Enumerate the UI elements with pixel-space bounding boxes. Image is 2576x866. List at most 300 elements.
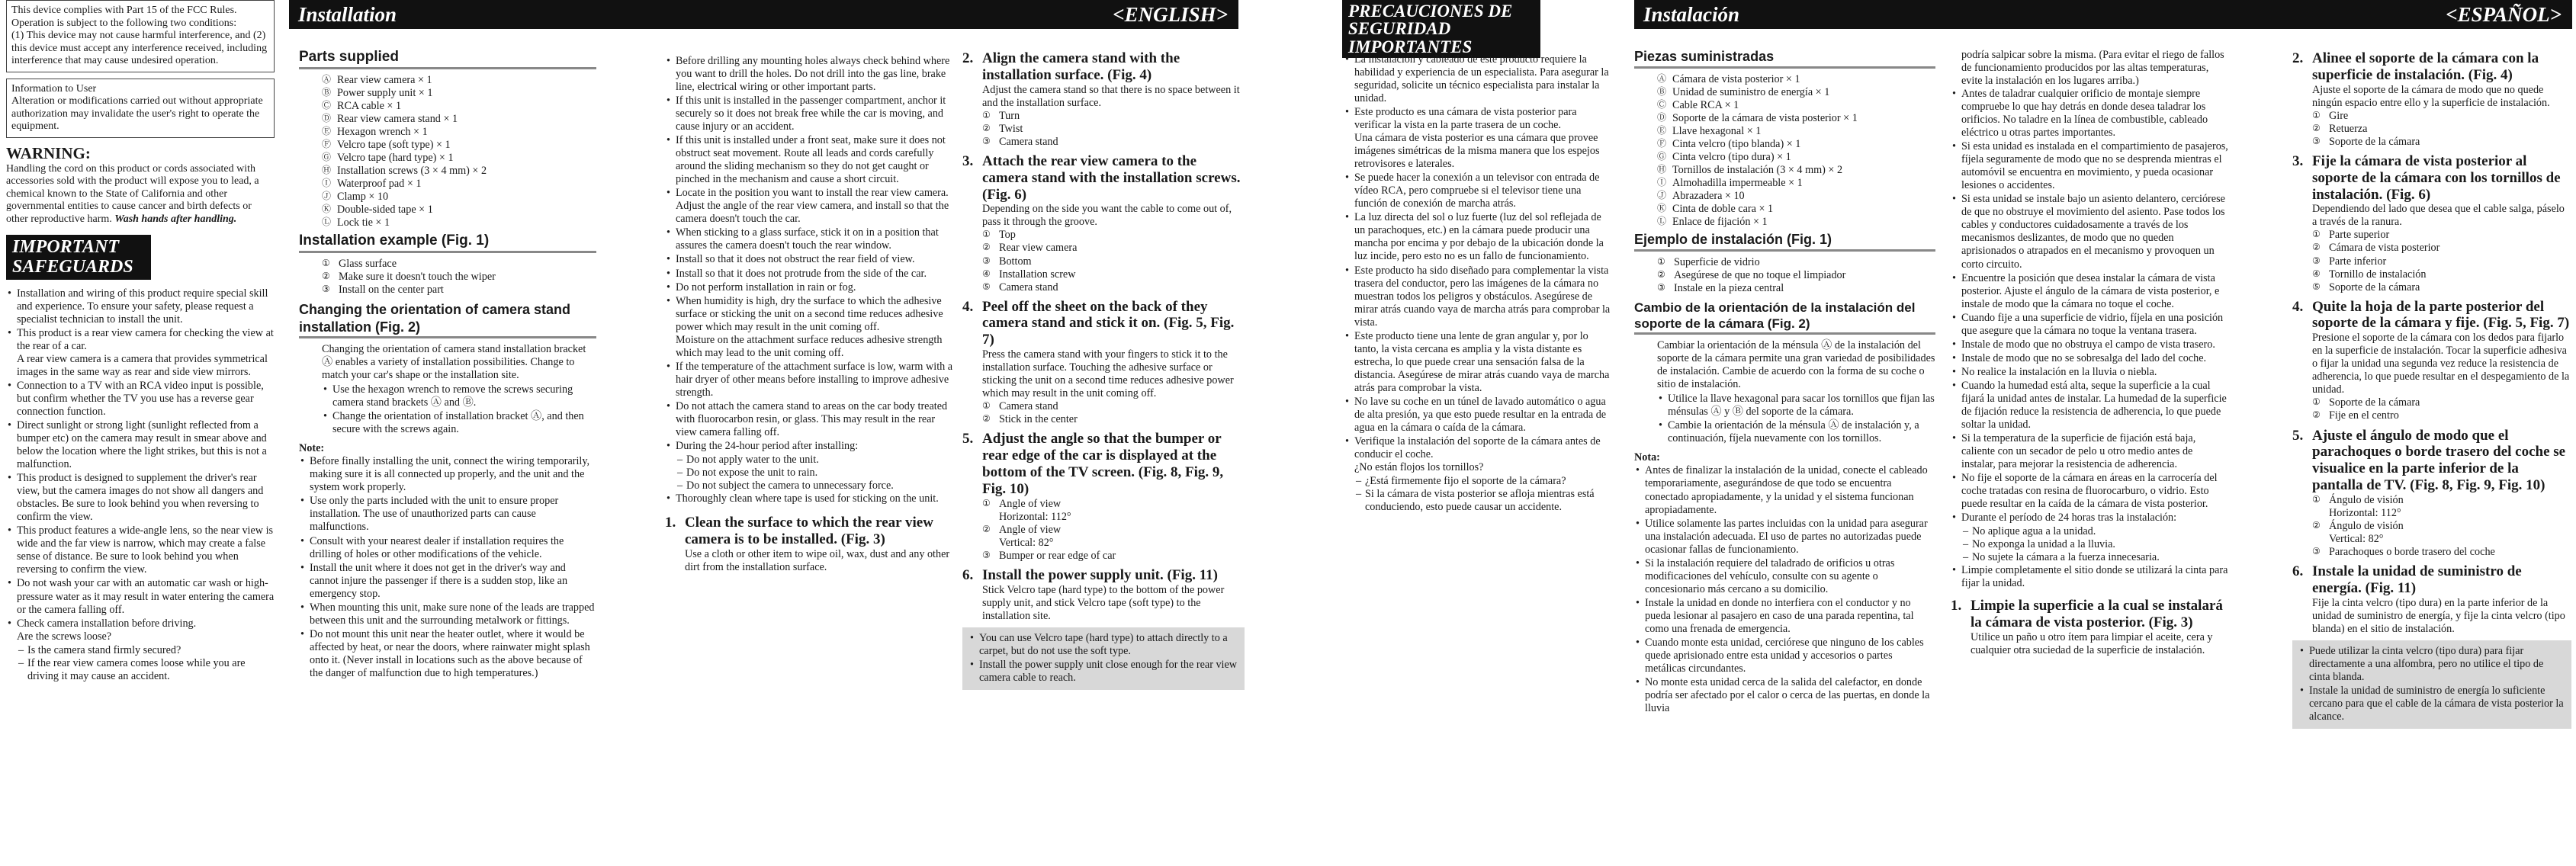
list-item: • If this unit is installed in the passenger compartment, anchor it securely so it does not break free while the car is moving, and cause injury or an accident. <box>665 95 953 133</box>
install-step <box>2292 563 2571 636</box>
part-letter: Ⓖ <box>1657 150 1667 162</box>
item-number: ① <box>2312 229 2321 240</box>
step-number: 6. <box>2292 563 2304 580</box>
item-number: ③ <box>982 549 991 560</box>
orient-text-en: Changing the orientation of camera stand installation bracket Ⓐ enables a variety of installation possibilities. Change to match your car's shape or the installation site. <box>322 343 586 382</box>
part-item <box>1657 164 1935 177</box>
numbered-item <box>1657 282 1935 295</box>
item-number: ① <box>2312 493 2321 505</box>
list-item: • No fije el soporte de la cámara en áreas en la carrocería del coche tratadas con resina de fluorocarburo, o vidrio. Esto puede resultar en la caída de la cámara de vista posterior. <box>1951 472 2229 511</box>
step-items <box>982 498 1245 563</box>
col-en-safeguards <box>6 0 275 866</box>
item-label: Install on the center part <box>339 284 444 297</box>
list-item: – Do not apply water to the unit. <box>676 454 953 467</box>
item-number: ③ <box>2312 546 2321 556</box>
part-letter: Ⓛ <box>322 216 332 228</box>
step-items <box>982 400 1245 426</box>
part-label: Double-sided tape × 1 <box>337 204 433 216</box>
part-item <box>322 74 596 87</box>
step-title <box>2292 428 2571 494</box>
step-number: 4. <box>962 298 974 315</box>
step-body <box>962 498 1245 563</box>
step-body <box>2292 332 2571 422</box>
numbered-item <box>982 550 1245 563</box>
part-label: Power supply unit × 1 <box>337 86 433 99</box>
item-number: ③ <box>2312 135 2321 146</box>
item-number: ⑤ <box>982 281 991 292</box>
list-item: • Utilice la llave hexagonal para sacar los tornillos que fijan las ménsulas Ⓐ y Ⓑ del soporte de la cámara. <box>1657 393 1935 419</box>
item-number: ② <box>2312 519 2321 531</box>
step-body <box>962 584 1245 623</box>
orient-items-en <box>322 383 596 436</box>
part-label: Waterproof pad × 1 <box>337 178 422 191</box>
numbered-item <box>322 284 596 297</box>
part-letter: Ⓗ <box>322 165 332 176</box>
part-letter: Ⓙ <box>322 191 332 202</box>
part-item <box>1657 112 1935 125</box>
safeguards-sub <box>6 644 275 683</box>
install-step <box>962 153 1245 294</box>
item-label: Soporte de la cámara <box>2329 135 2420 148</box>
part-label: Rear view camera × 1 <box>337 73 432 86</box>
list-item: • No lave su coche en un túnel de lavado automático o agua de alta presión, ya que esto puede resultar en la entrada de agua en la cámara o caída de la cámara. <box>1344 396 1614 435</box>
list-item: • Instale de modo que no obstruya el campo de vista trasero. <box>1951 338 2229 351</box>
during-es <box>1951 525 2229 564</box>
list-item: – If the rear view camera comes loose while you are driving it may cause an accident. <box>17 657 275 683</box>
numbered-item <box>2312 520 2571 546</box>
example-list-es <box>1634 256 1935 295</box>
warning-emph: Wash hands after handling. <box>114 213 237 225</box>
part-item <box>322 165 596 178</box>
step-body-text: Press the camera stand with your fingers to stick it to the installation surface. Touching the adhesive surface or sticking the unit on a second time reduces adhesive power which may result in the unit coming off. <box>982 348 1234 400</box>
list-item: • Si la temperatura de la superficie de fijación está baja, caliente con un secador de pelo u otro medio antes de instalar, para mejorar la resistencia de adherencia. <box>1951 432 2229 471</box>
step-number: 5. <box>962 431 974 447</box>
item-number: ① <box>1657 255 1665 267</box>
list-item: • Cambie la orientación de la ménsula Ⓐ de instalación y, a continuación, fíjela nuevamente con los tornillos. <box>1657 419 1935 445</box>
part-label: RCA cable × 1 <box>337 99 402 112</box>
numbered-item <box>982 242 1245 255</box>
item-label: Parte inferior <box>2329 255 2387 268</box>
step-title-text: Limpie la superficie a la cual se instalará la cámara de vista posterior. (Fig. 3) <box>1971 598 2223 631</box>
list-item: • You can use Velcro tape (hard type) to attach directly to a carpet, but do not use the soft type. <box>968 632 1238 658</box>
orient-body-en <box>299 343 596 436</box>
step-title-text: Instale la unidad de suministro de energía. (Fig. 11) <box>2312 563 2522 596</box>
example-title-en: Installation example (Fig. 1) <box>299 233 596 253</box>
part-letter: Ⓖ <box>322 151 332 162</box>
part-label: Cable RCA × 1 <box>1672 98 1739 111</box>
part-letter: Ⓓ <box>322 112 332 123</box>
step-body-text: Adjust the camera stand so that there is no space between it and the installation surface. <box>982 83 1240 109</box>
step-number: 3. <box>962 152 974 169</box>
list-item: • This product is designed to supplement the driver's rear view, but the camera images do not show all dangers and obstacles. Be sure to look behind you when reversing to confirm the view. <box>6 472 275 524</box>
item-label: Asegúrese de que no toque el limpiador <box>1674 268 1846 281</box>
list-item: – Si la cámara de vista posterior se afloja mientras está conduciendo, esto puede causar un accidente. <box>1354 488 1614 514</box>
step-items <box>2312 110 2571 149</box>
numbered-item <box>2312 281 2571 294</box>
part-item <box>1657 190 1935 203</box>
item-label: Bottom <box>999 255 1032 268</box>
precauciones-list <box>1344 53 1614 474</box>
numbered-item <box>322 258 596 271</box>
list-item: • Durante el período de 24 horas tras la instalación: <box>1951 512 2229 524</box>
list-item: • Change the orientation of installation bracket Ⓐ, and then secure with the screws again. <box>322 410 596 436</box>
safeguards-title: IMPORTANT SAFEGUARDS <box>6 235 151 279</box>
notes2-en <box>665 55 953 453</box>
orient-items-es <box>1657 393 1935 445</box>
item-number: ① <box>322 257 330 268</box>
step-body-text: Stick Velcro tape (hard type) to the bottom of the power supply unit, and stick Velcro tape (soft type) to the installation site. <box>982 583 1225 622</box>
numbered-item <box>2312 396 2571 409</box>
list-item: • Si esta unidad es instalada en el compartimiento de pasajeros, fíjela seguramente de modo que no se desprenda mientras el automóvil se encuentra en movimiento, y pueda ocasionar lesiones o accidentes. <box>1951 140 2229 192</box>
part-item <box>322 152 596 165</box>
step-items <box>2312 396 2571 422</box>
part-item <box>322 191 596 204</box>
list-item: – Do not expose the unit to rain. <box>676 467 953 480</box>
list-item: • Cuando monte esta unidad, cerciórese que ninguno de los cables quede aprisionado entre esta unidad y accesorios o partes metálicas circundantes. <box>1634 637 1935 675</box>
item-number: ① <box>982 229 991 240</box>
item-label: Stick in the center <box>999 413 1078 426</box>
list-item: • Utilice solamente las partes incluidas con la unidad para asegurar una instalación adecuada. El uso de partes no autorizadas puede ocasionar fallas de funcionamiento. <box>1634 518 1935 556</box>
item-label: Ángulo de visión Vertical: 82° <box>2329 519 2404 545</box>
part-label: Enlace de fijación × 1 <box>1672 215 1768 228</box>
install-step <box>962 431 1245 563</box>
item-label: Bumper or rear edge of car <box>999 549 1116 562</box>
step-body-text: Dependiendo del lado que desea que el cable salga, páselo a través de la ranura. <box>2312 203 2565 229</box>
item-label: Make sure it doesn't touch the wiper <box>339 271 496 283</box>
install-step <box>962 299 1245 427</box>
step-body-text: Ajuste el soporte de la cámara de modo que no quede ningún espacio entre ello y la superficie de instalación. <box>2312 83 2550 109</box>
part-item <box>1657 73 1935 86</box>
step-title-text: Quite la hoja de la parte posterior del soporte de la cámara y fije. (Fig. 5, Fig. 7) <box>2312 298 2570 332</box>
list-item: • Si esta unidad se instale bajo un asiento delantero, cerciórese de que no obstruye el movimiento del asiento. Pase todos los cables y conductores cuidadosamente a través de los mecanismos deslizantes, de modo que no queden aprisionados o atrapados en el mecanismo y provoquen un corto circuito. <box>1951 193 2229 271</box>
header-es-lang: <ESPAÑOL> <box>2446 2 2562 26</box>
part-letter: Ⓗ <box>1657 163 1667 175</box>
item-number: ② <box>982 523 991 534</box>
item-number: ② <box>982 122 991 133</box>
part-item <box>1657 86 1935 99</box>
part-letter: Ⓘ <box>322 178 332 189</box>
part-item <box>322 113 596 126</box>
item-label: Superficie de vidrio <box>1674 255 1760 268</box>
item-label: Installation screw <box>999 268 1076 281</box>
list-item: • This product is a rear view camera for checking the view at the rear of a car. A rear view camera is a camera that provides symmetrical images in the same way as rear and side view mirrors. <box>6 327 275 379</box>
list-item: • Direct sunlight or strong light (sunlight reflected from a bumper etc) on the camera may result in smear above and below the location where the light strikes, but this is not a malfunction. <box>6 419 275 471</box>
warning-title: WARNING: <box>6 143 91 162</box>
list-item: • This product features a wide-angle lens, so the near view is wide and the far view is narrow, which may create a false sense of distance. Be sure to look behind you when reversing to confirm the view. <box>6 524 275 576</box>
list-item: • Locate in the position you want to install the rear view camera. Adjust the angle of the rear view camera, and install so that the camera doesn't touch the car. <box>665 187 953 226</box>
list-item: • Limpie completamente el sitio donde se utilizará la cinta para fijar la unidad. <box>1951 564 2229 590</box>
item-number: ④ <box>982 268 991 279</box>
install-step <box>1951 598 2229 657</box>
item-number: ③ <box>1657 281 1665 293</box>
part-letter: Ⓐ <box>322 73 332 85</box>
part-item <box>322 139 596 152</box>
item-number: ② <box>982 413 991 425</box>
note-title-es: Nota: <box>1634 451 1660 464</box>
step-body <box>2292 597 2571 636</box>
step-number: 3. <box>2292 152 2304 169</box>
step-title-text: Ajuste el ángulo de modo que el parachoques o borde trasero del coche se visualice en la parte inferior de la pantalla de TV. (Fig. 8, Fig. 9, Fig. 10) <box>2312 427 2566 494</box>
notes3-en <box>665 492 953 505</box>
step-body-text: Presione el soporte de la cámara con los dedos para fijarlo en la superficie de instalación. Tocar la superficie adhesiva o fijar la unidad una segunda vez reduce la resistencia de adherencia, lo que puede resultar en el despegamiento de la unidad. <box>2312 332 2570 396</box>
install-step <box>665 515 953 574</box>
list-item: • Before drilling any mounting holes always check behind where you want to drill the holes. Do not drill into the gas line, brake line, electrical wiring or other important parts. <box>665 55 953 94</box>
item-label: Ángulo de visión Horizontal: 112° <box>2329 493 2404 519</box>
install-step <box>2292 50 2571 149</box>
step-title <box>2292 153 2571 204</box>
list-item: • Antes de taladrar cualquier orificio de montaje siempre compruebe lo que hay detrás en donde desea taladrar los orificios. No taladre en la línea de combustible, cableado eléctrico u otras partes importantes. <box>1951 88 2229 140</box>
list-item: • Instale la unidad de suministro de energía lo suficiente cercano para que el cable de la cámara de vista posterior la alcance. <box>2298 685 2565 723</box>
list-item: • Puede utilizar la cinta velcro (tipo dura) para fijar directamente a una alfombra, pero no utilice el tipo de cinta blanda. <box>2298 645 2565 684</box>
part-item <box>1657 125 1935 138</box>
numbered-item <box>982 281 1245 294</box>
list-item: – ¿Está firmemente fijo el soporte de la cámara? <box>1354 475 1614 488</box>
notes3-es <box>1951 564 2229 590</box>
part-letter: Ⓒ <box>1657 98 1667 110</box>
step-body <box>962 348 1245 426</box>
item-number: ④ <box>2312 268 2321 279</box>
step-body <box>962 84 1245 149</box>
step-title-text: Adjust the angle so that the bumper or rear edge of the car is displayed at the bottom of the TV screen. (Fig. 8, Fig. 9, Fig. 10) <box>982 431 1224 497</box>
list-item: – No aplique agua a la unidad. <box>1961 525 2229 538</box>
part-item <box>322 126 596 139</box>
item-number: ① <box>2312 396 2321 408</box>
fcc-box <box>6 0 275 72</box>
list-item: – Do not subject the camera to unnecessary force. <box>676 480 953 492</box>
step-title-text: Attach the rear view camera to the camera stand with the installation screws. (Fig. 6) <box>982 152 1241 203</box>
list-item: • Thoroughly clean where tape is used for sticking on the unit. <box>665 492 953 505</box>
step-body <box>962 203 1245 293</box>
list-item: • Check camera installation before driving. Are the screws loose? <box>6 617 275 643</box>
info-text: Information to User Alteration or modifications carried out without appropriate authorization may invalidate the user's right to operate the equipment. <box>11 82 263 133</box>
step-title <box>962 50 1245 84</box>
list-item: • Install so that it does not obstruct the rear field of view. <box>665 253 953 266</box>
fcc-text: This device complies with Part 15 of the FCC Rules. Operation is subject to the following two conditions: (1) This device may not cause harmful interference, and (2) this device must accept any interference received, including interference that may cause undesired operation. <box>11 5 268 67</box>
shade-es <box>2292 640 2571 729</box>
item-label: Cámara de vista posterior <box>2329 242 2440 255</box>
parts-list-es <box>1634 73 1935 229</box>
numbered-item <box>2312 242 2571 255</box>
item-number: ② <box>2312 242 2321 253</box>
numbered-item <box>982 229 1245 242</box>
item-label: Angle of view Vertical: 82° <box>999 523 1062 549</box>
step-body-text: Depending on the side you want the cable to come out of, pass it through the groove. <box>982 203 1232 229</box>
steps-en-b <box>962 50 1245 623</box>
item-number: ③ <box>2312 255 2321 266</box>
list-item: • Cuando la humedad está alta, seque la superficie a la cual fijará la unidad antes de instalar. La humedad de la superficie de fijación reduce la resistencia de adherencia, lo que puede soltar la unidad. <box>1951 380 2229 431</box>
orient-title-en: Changing the orientation of camera stand installation (Fig. 2) <box>299 301 596 338</box>
col-es-notes <box>1951 0 2229 866</box>
part-item <box>1657 203 1935 216</box>
part-label: Abrazadera × 10 <box>1672 189 1745 202</box>
notes-es <box>1634 464 1935 715</box>
item-label: Angle of view Horizontal: 112° <box>999 497 1071 523</box>
step-title <box>962 431 1245 497</box>
list-item: • Connection to a TV with an RCA video input is possible, but confirm whether the TV you use has a reverse gear connection function. <box>6 380 275 419</box>
numbered-item <box>982 123 1245 136</box>
step-number: 6. <box>962 566 974 583</box>
step-number: 4. <box>2292 298 2304 315</box>
part-letter: Ⓓ <box>1657 111 1667 123</box>
part-label: Velcro tape (soft type) × 1 <box>337 138 451 151</box>
part-label: Llave hexagonal × 1 <box>1672 124 1762 137</box>
step-number: 2. <box>962 50 974 66</box>
part-label: Almohadilla impermeable × 1 <box>1672 176 1803 189</box>
step-title <box>962 153 1245 204</box>
step-title <box>665 515 953 548</box>
part-label: Lock tie × 1 <box>337 216 390 229</box>
part-letter: Ⓙ <box>1657 189 1667 200</box>
list-item: • Encuentre la posición que desea instalar la cámara de vista posterior. Ajuste el ángulo de la cámara de vista posterior, e instale de modo que la cámara no toque el coche. <box>1951 272 2229 311</box>
list-item: • When sticking to a glass surface, stick it on in a position that assures the camera doesn't touch the rear window. <box>665 226 953 252</box>
list-item: • During the 24-hour period after installing: <box>665 440 953 453</box>
numbered-item <box>2312 136 2571 149</box>
numbered-item <box>982 268 1245 281</box>
info-box <box>6 79 275 138</box>
step-number: 1. <box>1951 598 1962 614</box>
item-number: ② <box>2312 122 2321 133</box>
item-label: Parte superior <box>2329 229 2390 242</box>
part-item <box>1657 138 1935 151</box>
part-item <box>1657 177 1935 190</box>
part-item <box>322 216 596 229</box>
item-label: Soporte de la cámara <box>2329 396 2420 409</box>
item-number: ② <box>2312 409 2321 421</box>
list-item: • Use the hexagon wrench to remove the screws securing camera stand brackets Ⓐ and Ⓑ. <box>322 383 596 409</box>
list-item: • Consult with your nearest dealer if installation requires the drilling of holes or other modifications of the vehicle. <box>299 535 596 561</box>
precauciones-title: PRECAUCIONES DE SEGURIDAD IMPORTANTES <box>1342 0 1540 58</box>
numbered-item <box>982 400 1245 413</box>
item-number: ① <box>982 497 991 508</box>
list-item: • Install so that it does not protrude from the side of the car. <box>665 268 953 281</box>
step-title <box>962 299 1245 349</box>
col-en-notes <box>665 0 953 866</box>
step-number: 2. <box>2292 50 2304 66</box>
list-item: • Instale de modo que no se sobresalga del lado del coche. <box>1951 352 2229 365</box>
step-title <box>2292 299 2571 332</box>
warning-text <box>6 163 275 226</box>
header-en-title: Installation <box>298 2 397 26</box>
item-label: Gire <box>2329 109 2349 122</box>
numbered-item <box>982 255 1245 268</box>
part-letter: Ⓑ <box>322 86 332 98</box>
shade-en <box>962 627 1245 690</box>
item-label: Retuerza <box>2329 122 2368 135</box>
numbered-item <box>2312 494 2571 520</box>
item-number: ⑤ <box>2312 281 2321 292</box>
list-item: • La instalación y cableado de este producto requiere la habilidad y experiencia de un especialista. Para asegurar la seguridad, solicite un técnico especialista para instalar la unidad. <box>1344 53 1614 105</box>
install-step <box>962 50 1245 149</box>
item-number: ② <box>982 242 991 253</box>
example-title-es: Ejemplo de instalación (Fig. 1) <box>1634 232 1935 252</box>
item-number: ③ <box>322 284 330 295</box>
part-item <box>322 87 596 100</box>
col-en-steps <box>962 0 1245 866</box>
numbered-item <box>2312 546 2571 559</box>
part-letter: Ⓛ <box>1657 215 1667 226</box>
list-item: • Before finally installing the unit, connect the wiring temporarily, making sure it is all connected up properly, and the unit and the system work properly. <box>299 455 596 494</box>
step-items <box>2312 229 2571 293</box>
step-title-text: Fije la cámara de vista posterior al soporte de la cámara con los tornillos de instalación. (Fig. 6) <box>2312 152 2561 203</box>
step-number: 1. <box>665 515 676 531</box>
part-label: Clamp × 10 <box>337 191 389 204</box>
example-list-en <box>299 258 596 297</box>
install-step <box>962 567 1245 623</box>
list-item: • Do not wash your car with an automatic car wash or high-pressure water as it may result in water entering the camera or the camera falling off. <box>6 577 275 616</box>
numbered-item <box>2312 255 2571 268</box>
during-en <box>665 454 953 492</box>
safeguards-list <box>6 287 275 643</box>
part-letter: Ⓐ <box>1657 72 1667 84</box>
item-number: ① <box>2312 109 2321 120</box>
part-letter: Ⓑ <box>1657 85 1667 97</box>
numbered-item <box>982 136 1245 149</box>
item-label: Twist <box>999 122 1023 135</box>
list-item: • Este producto es una cámara de vista posterior para verificar la vista en la parte trasera de un coche. Una cámara de vista posterior es una cámara que provee imágenes simétricas de la misma manera que los espejos retrovisores e laterales. <box>1344 106 1614 171</box>
part-item <box>322 178 596 191</box>
col-es-precauciones <box>1344 0 1614 866</box>
step-items <box>982 110 1245 149</box>
item-number: ② <box>322 271 330 281</box>
step-body <box>2292 494 2571 559</box>
list-item: • Do not perform installation in rain or fog. <box>665 281 953 294</box>
part-letter: Ⓕ <box>322 138 332 149</box>
item-number: ③ <box>982 255 991 266</box>
part-label: Soporte de la cámara de vista posterior × 1 <box>1672 111 1858 124</box>
notes-cont-es: podría salpicar sobre la misma. (Para evitar el riego de fallos de funcionamiento producidos por las altas temperaturas, evite la instalación en los lugares arriba.) <box>1961 49 2224 88</box>
part-letter: Ⓔ <box>322 125 332 136</box>
list-item: • Cuando fije a una superficie de vidrio, fíjela en una posición que asegure que la cámara no toque la ventana trasera. <box>1951 312 2229 338</box>
item-number: ③ <box>982 135 991 146</box>
part-label: Installation screws (3 × 4 mm) × 2 <box>337 165 487 178</box>
step-title-text: Clean the surface to which the rear view camera is to be installed. (Fig. 3) <box>685 515 933 547</box>
notes2-es <box>1951 88 2229 524</box>
list-item: • Install the power supply unit close enough for the rear view camera cable to reach. <box>968 659 1238 685</box>
numbered-item <box>982 524 1245 550</box>
part-label: Tornillos de instalación (3 × 4 mm) × 2 <box>1672 163 1843 176</box>
part-letter: Ⓚ <box>322 204 332 215</box>
header-en-lang: <ENGLISH> <box>1113 2 1228 26</box>
item-label: Camera stand <box>999 135 1058 148</box>
list-item: • Este producto tiene una lente de gran angular y, por lo tanto, la vista cercana es amplia y la vista distante es estrecha, lo que puede crear una sensación falsa de la distancia. Asegúrese de mirar atrás cuando vaya de marcha atrás para comprobar la vista. <box>1344 330 1614 395</box>
list-item: • Si la instalación requiere del taladrado de orificios u otras modificaciones del vehículo, consulte con su agente o concesionario más cercano a su domicilio. <box>1634 557 1935 596</box>
orient-text-es: Cambiar la orientación de la ménsula Ⓐ de la instalación del soporte de la cámara permite una gran variedad de posibilidades de instalación. Cambie de acuerdo con la forma de su coche o sitio de instalación. <box>1657 339 1935 391</box>
list-item: • When humidity is high, dry the surface to which the adhesive surface or sticking the unit on a second time reduces adhesive power which may result in the unit coming off. Moisture on the attachment surface reduces adhesive strength which may lead to the unit coming off. <box>665 295 953 360</box>
list-item: • When mounting this unit, make sure none of the leads are trapped between this unit and the surrounding metalwork or fittings. <box>299 601 596 627</box>
numbered-item <box>982 110 1245 123</box>
step-title-text: Alinee el soporte de la cámara con la superficie de instalación. (Fig. 4) <box>2312 50 2539 83</box>
part-letter: Ⓔ <box>1657 124 1667 136</box>
part-item <box>1657 151 1935 164</box>
list-item: • Do not attach the camera stand to areas on the car body treated with fluorocarbon resin, or glass. This may result in the rear view camera falling off. <box>665 400 953 439</box>
list-item: • If the temperature of the attachment surface is low, warm with a hair dryer of other means before installing to improve adhesive strength. <box>665 361 953 399</box>
item-label: Camera stand <box>999 400 1058 413</box>
shade-list-es <box>2298 645 2565 723</box>
step-body-text: Fije la cinta velcro (tipo dura) en la parte inferior de la unidad de suministro de energía, y fije la cinta velcro (tipo blanda) en el sitio de instalación. <box>2312 596 2565 635</box>
part-label: Cinta velcro (tipo blanda) × 1 <box>1672 137 1801 150</box>
item-label: Glass surface <box>339 257 397 270</box>
item-label: Rear view camera <box>999 242 1078 255</box>
part-label: Cámara de vista posterior × 1 <box>1672 72 1800 85</box>
part-label: Hexagon wrench × 1 <box>337 125 428 138</box>
part-label: Cinta velcro (tipo dura) × 1 <box>1672 150 1791 163</box>
part-item <box>322 100 596 113</box>
list-item: • La luz directa del sol o luz fuerte (luz del sol reflejada de un parachoques, etc.) en la cámara puede producir una mancha por encima y por debajo de la ubicación donde la luz incide, pero esto no es un fallo de funcionamiento. <box>1344 211 1614 263</box>
item-label: Tornillo de instalación <box>2329 268 2427 281</box>
item-label: Camera stand <box>999 281 1058 293</box>
step-title <box>2292 563 2571 597</box>
item-label: Fije en el centro <box>2329 409 2399 422</box>
